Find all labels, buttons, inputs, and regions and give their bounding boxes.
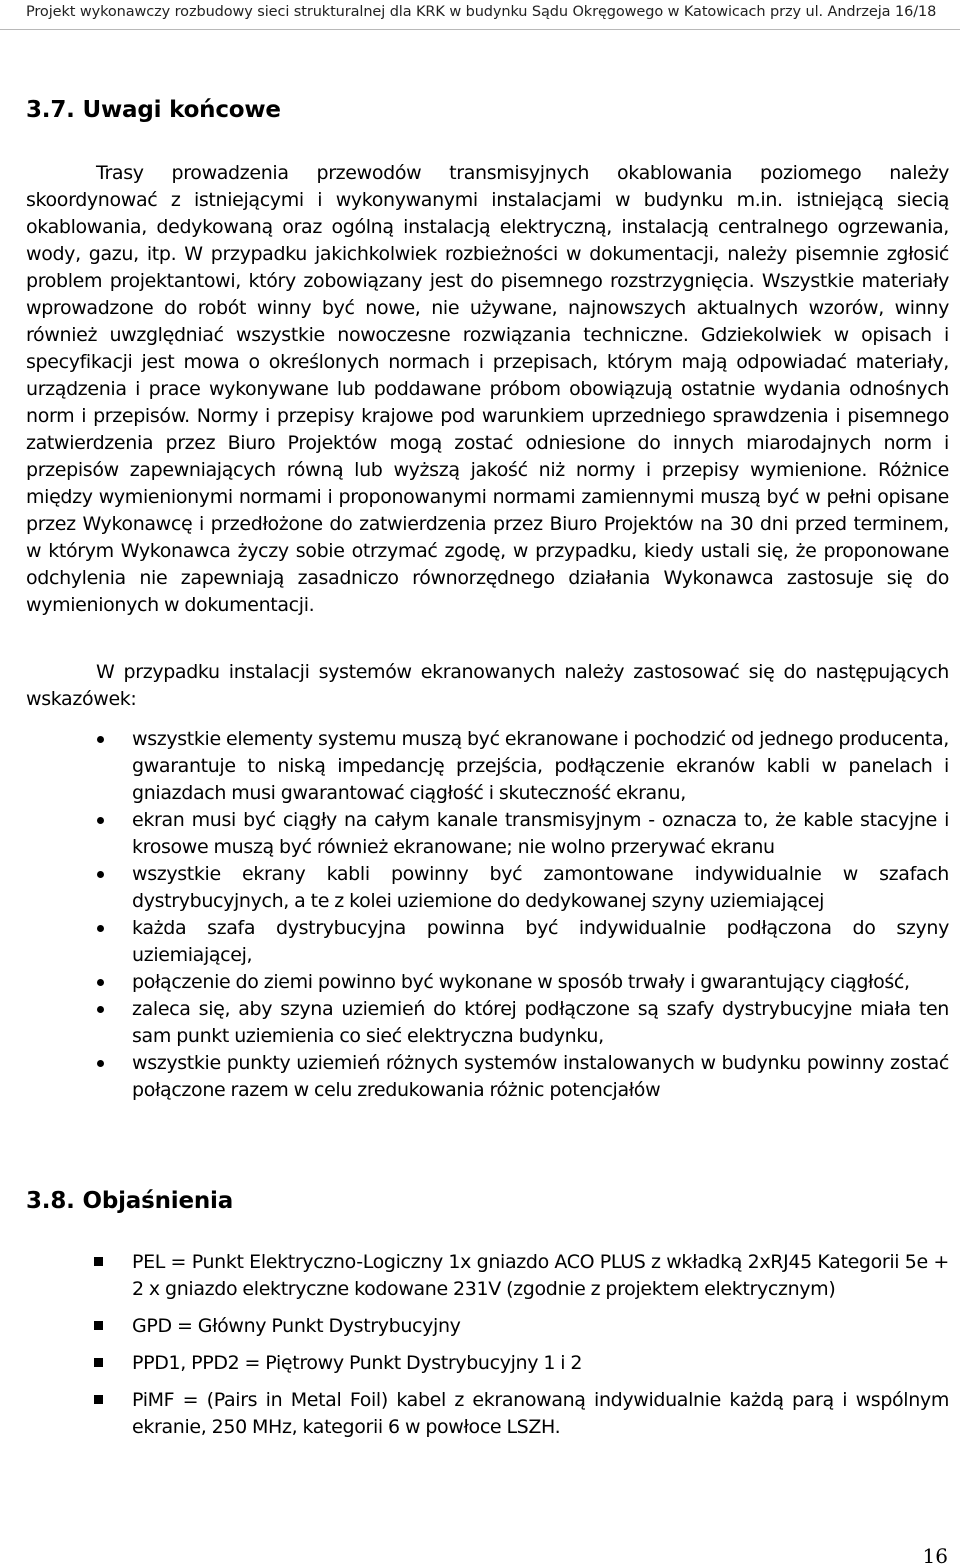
- abbreviations-list: [132, 1249, 949, 1451]
- list-item: PPD1, PPD2 = Piętrowy Punkt Dystrybucyjny 1 i 2: [132, 1350, 949, 1377]
- paragraph-final-remarks: Trasy prowadzenia przewodów transmisyjnych okablowania poziomego należy skoordynować z istniejącymi i wykonywanymi instalacjami w budynku m.in. istniejącą siecią okablowania, dedykowaną oraz ogólną instalacją elektryczną, instalacją centralnego ogrzewania, wody, gazu, itp. W przypadku jakichkolwiek rozbieżności w dokumentacji, należy pisemnie zgłosić problem projektantowi, który zobowiązany jest do pisemnego rozstrzygnięcia. Wszystkie materiały wprowadzone do robót winny być nowe, nie używane, najnowszych aktualnych wzorów, winny również uwzględniać wszystkie nowoczesne rozwiązania techniczne. Gdziekolwiek w opisach i specyfikacji jest mowa o określonych normach i przepisach, którym mają odpowiadać materiały, urządzenia i prace wykonywane lub poddawane próbom obowiązują ostatnie wydania odnośnych norm i przepisów. Normy i przepisy krajowe pod warunkiem uprzedniego sprawdzenia i pisemnego zatwierdzenia przez Biuro Projektów mogą zostać odniesione do innych miarodajnych norm i przepisów zapewniających równą lub wyższą jakość niż normy i przepisy wymienione. Różnice między wymienionymi normami i proponowanymi normami zamiennymi muszą być w pełni opisane przez Wykonawcę i przedłożone do zatwierdzenia przez Biuro Projektów na 30 dni przed terminem, w którym Wykonawca życzy sobie otrzymać zgodę, w przypadku, kiedy ustali się, że proponowane odchylenia nie zapewniają zasadniczo równorzędnego działania Wykonawca zastosuje się do wymienionych w dokumentacji.: [26, 162, 949, 616]
- section-heading-3-8: 3.8. Objaśnienia: [26, 1188, 234, 1214]
- section-heading-3-7: 3.7. Uwagi końcowe: [26, 97, 281, 123]
- list-item: wszystkie ekrany kabli powinny być zamontowane indywidualnie w szafach dystrybucyjnych, a te z kolei uziemione do dedykowanej szyny uziemiającej: [132, 861, 949, 915]
- list-item: połączenie do ziemi powinno być wykonane w sposób trwały i gwarantujący ciągłość,: [132, 969, 949, 996]
- list-item: wszystkie elementy systemu muszą być ekranowane i pochodzić od jednego producenta, gwarantuje to niską impedancję przejścia, podłączenie ekranów kabli w panelach i gniazdach musi gwarantować ciągłość i skuteczność ekranu,: [132, 726, 949, 807]
- list-item: PiMF = (Pairs in Metal Foil) kabel z ekranowaną indywidualnie każdą parą i wspólnym ekranie, 250 MHz, kategorii 6 w powłoce LSZH.: [132, 1387, 949, 1441]
- list-item: wszystkie punkty uziemień różnych systemów instalowanych w budynku powinny zostać połączone razem w celu zredukowania różnic potencjałów: [132, 1050, 949, 1104]
- running-header: Projekt wykonawczy rozbudowy sieci strukturalnej dla KRK w budynku Sądu Okręgowego w Katowicach przy ul. Andrzeja 16/18: [0, 0, 960, 30]
- list-item: PEL = Punkt Elektryczno-Logiczny 1x gniazdo ACO PLUS z wkładką 2xRJ45 Kategorii 5e + 2 x gniazdo elektryczne kodowane 231V (zgodnie z projektem elektrycznym): [132, 1249, 949, 1303]
- paragraph-shielded-intro: W przypadku instalacji systemów ekranowanych należy zastosować się do następujących wskazówek:: [26, 661, 949, 710]
- list-item: każda szafa dystrybucyjna powinna być indywidualnie podłączona do szyny uziemiającej,: [132, 915, 949, 969]
- list-item: GPD = Główny Punkt Dystrybucyjny: [132, 1313, 949, 1340]
- list-item: zaleca się, aby szyna uziemień do której podłączone są szafy dystrybucyjne miała ten sam punkt uziemienia co sieć elektryczna budynku,: [132, 996, 949, 1050]
- page-number: 16: [922, 1544, 948, 1568]
- shielded-guidelines-list: [132, 726, 949, 1104]
- list-item: ekran musi być ciągły na całym kanale transmisyjnym - oznacza to, że kable stacyjne i krosowe muszą być również ekranowane; nie wolno przerywać ekranu: [132, 807, 949, 861]
